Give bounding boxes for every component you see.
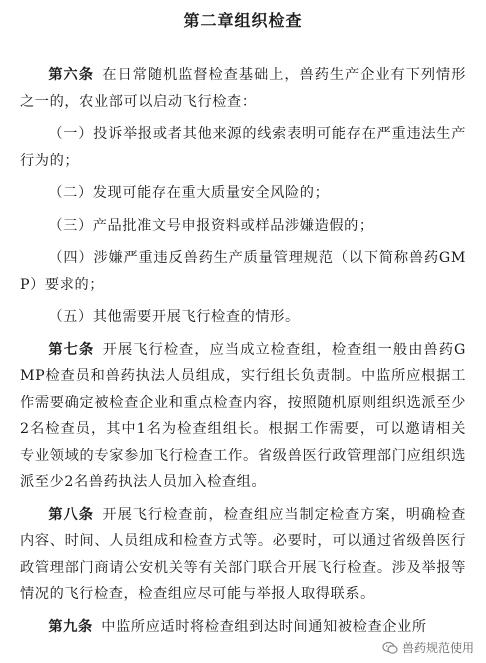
article-number: 第七条 — [48, 341, 95, 358]
paragraph-text: 中监所应适时将检查组到达时间通知被检查企业所 — [101, 618, 427, 635]
paragraph-text: （一）投诉举报或者其他来源的线索表明可能存在严重违法生产行为的； — [20, 126, 466, 169]
article-paragraph — [20, 62, 466, 115]
article-paragraph — [20, 337, 466, 496]
article-paragraph — [20, 121, 466, 174]
paragraph-text: （五）其他需要开展飞行检查的情形。 — [48, 309, 300, 325]
paragraph-text: 开展飞行检查，应当成立检查组，检查组一般由兽药GMP检查员和兽药执法人员组成，实行组长负责制。中监所应根据工作需要确定被检查企业和重点检查内容，按照随机原则组织选派至少2名检查员，其中1名为检查组组长。根据工作需要，可以邀请相关专业领域的专家参加飞行检查工作。省级兽医行政管理部门应组织选派至少2名兽药执法人员加入检查组。 — [20, 341, 466, 490]
article-number: 第八条 — [48, 506, 94, 523]
article-number: 第六条 — [48, 67, 94, 83]
paragraph-text: （二）发现可能存在重大质量安全风险的； — [48, 185, 330, 201]
watermark-text: 兽药规范使用 — [401, 641, 474, 655]
article-paragraph — [20, 180, 466, 207]
paragraph-text: 开展飞行检查前，检查组应当制定检查方案，明确检查内容、时间、人员组成和检查方式等。必要时，可以通过省级兽医行政管理部门商请公安机关等有关部门联合开展飞行检查。涉及举报等情况的飞行检查，检查组应尽可能与举报人取得联系。 — [20, 506, 466, 602]
article-paragraph — [20, 502, 466, 608]
paragraph-text: 在日常随机监督检查基础上，兽药生产企业有下列情形之一的，农业部可以启动飞行检查： — [20, 67, 466, 110]
paragraph-text: （三）产品批准文号申报资料或样品涉嫌造假的； — [48, 217, 374, 234]
article-paragraph — [20, 213, 466, 240]
watermark — [378, 638, 478, 657]
wechat-icon — [382, 640, 398, 656]
article-paragraph — [20, 245, 466, 298]
document-body — [20, 62, 466, 640]
article-number: 第九条 — [48, 618, 93, 635]
article-paragraph — [20, 614, 466, 641]
paragraph-text: （四）涉嫌严重违反兽药生产质量管理规范（以下简称兽药GMP）要求的； — [20, 250, 466, 293]
chapter-title: 第二章组织检查 — [183, 11, 303, 30]
article-paragraph — [20, 304, 466, 331]
